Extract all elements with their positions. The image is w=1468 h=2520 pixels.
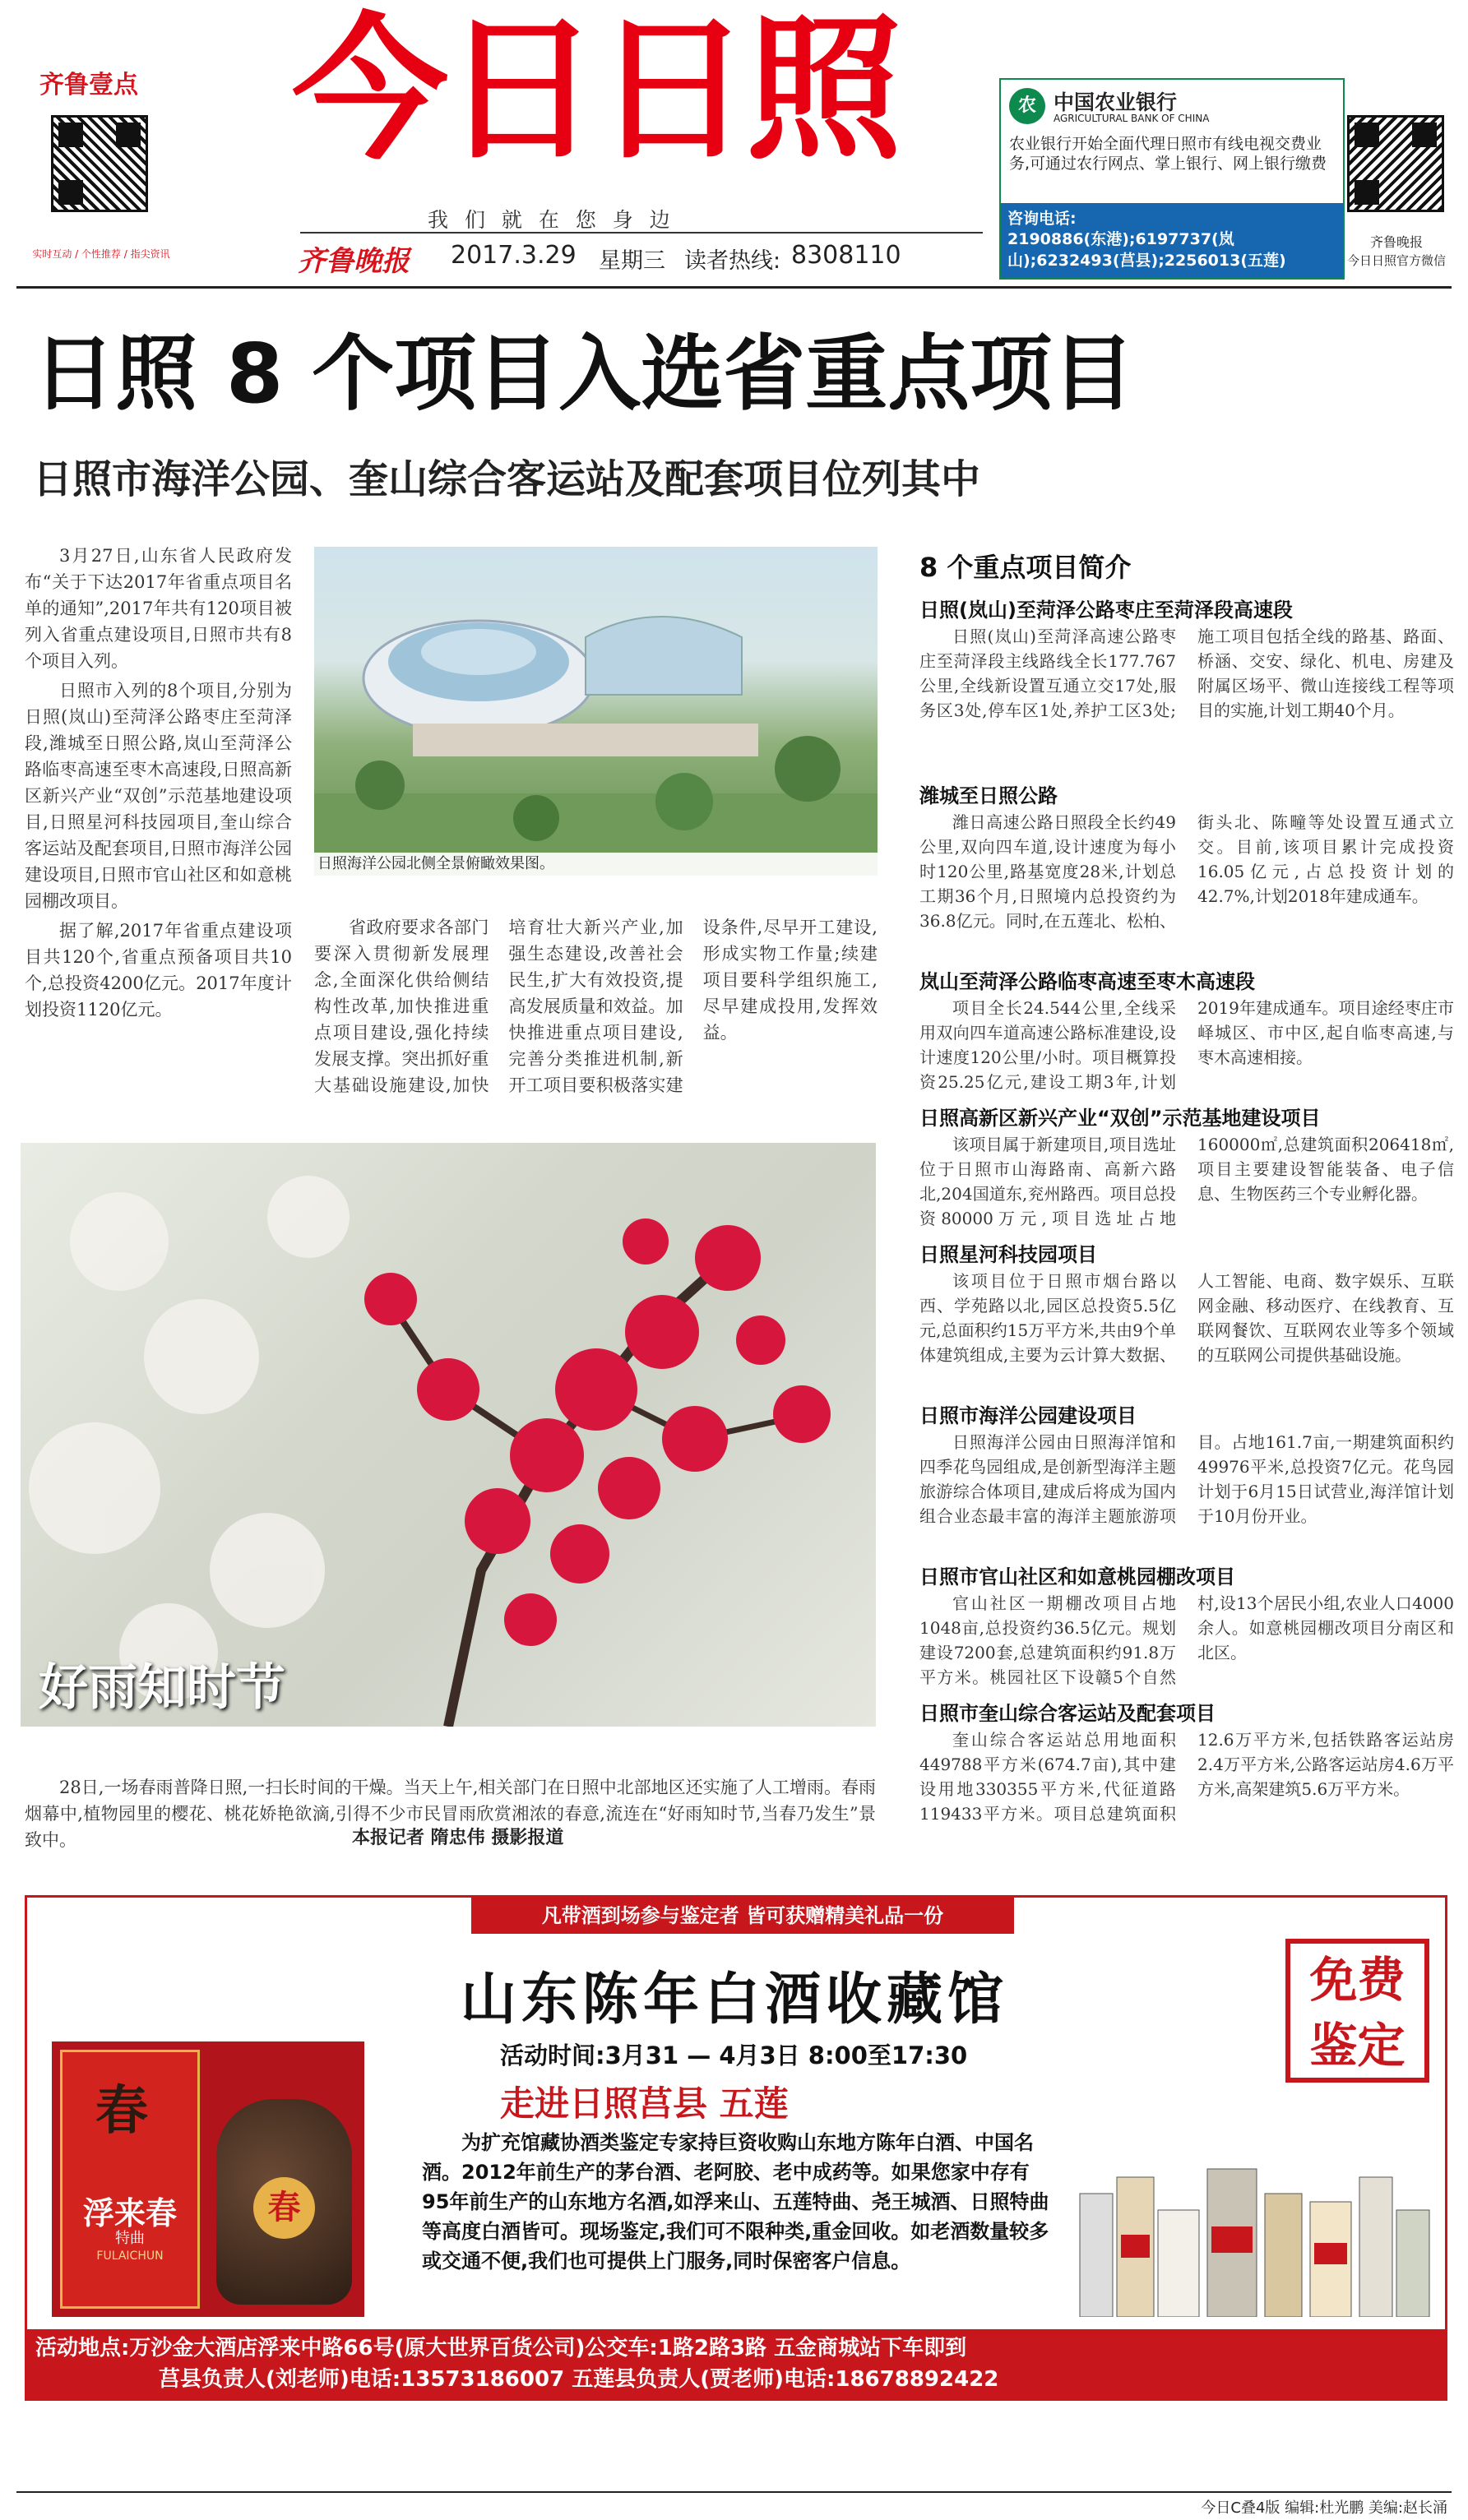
project-body-5: 该项目位于日照市烟台路以西、学苑路以北,园区总投资5.5亿元,总面积约15万平方米,共由9个单体建筑组成,主要为云计算大数据、人工智能、电商、数字娱乐、互联网金融、移动医疗、在线教育、互联网餐饮、互联网农业等多个领域的互联网公司提供基础设施。 bbox=[919, 1271, 1454, 1365]
bank-phone-label: 咨询电话: bbox=[1007, 210, 1077, 228]
liquor-collection-image bbox=[1072, 2144, 1433, 2317]
bank-name: 中国农业银行 bbox=[1054, 90, 1178, 114]
liquor-jar bbox=[216, 2099, 352, 2305]
ad-place: 走进日照莒县 五莲 bbox=[500, 2083, 789, 2124]
bank-phones: 2190886(东港);6197737(岚山);6232493(莒县);2256013(五莲) bbox=[1007, 230, 1286, 270]
project-body-4: 该项目属于新建项目,项目选址位于日照市山海路南、高新六路北,204国道东,兖州路西。项目总投资80000万元,项目选址占地160000㎡,总建筑面积206418㎡,项目主要建设智能装备、电子信息、生物医药三个专业孵化器。 bbox=[919, 1135, 1454, 1228]
photo-overlay-title: 好雨知时节 bbox=[39, 1659, 285, 1717]
issue-weekday: 星期三 bbox=[599, 248, 665, 274]
ad-contacts: 莒县负责人(刘老师)电话:13573186007 五莲县负责人(贾老师)电话:18678892422 bbox=[159, 2367, 999, 2392]
liquor-brand-sub: 特曲 bbox=[115, 2230, 145, 2247]
qr-left-caption: 实时互动 / 个性推荐 / 指尖资讯 bbox=[32, 248, 170, 260]
lead-paragraph-4: 省政府要求各部门要深入贯彻新发展理念,全面深化供给侧结构性改革,加快推进重点项目建设,强化持续发展支撑。突出抓好重大基础设施建设,加快培育壮大新兴产业,加强生态建设,改善社会民生,扩大有效投资,提高发展质量和效益。加快推进重点项目建设,完善分类推进机制,新开工项目要积极落实建设条件,尽早开工建设,形成实物工作量;续建项目要科学组织施工,尽早建成投用,发挥效益。 bbox=[314, 918, 878, 1095]
project-body-7: 官山社区一期棚改项目占地1048亩,总投资约36.5亿元。规划建设7200套,总建筑面积约91.8万平方米。桃园社区下设赣5个自然村,设13个居民小组,农业人口4000余人。如意桃园棚改项目分南区和北区。 bbox=[919, 1593, 1454, 1687]
ad-banner: 凡带酒到场参与鉴定者 皆可获赠精美礼品一份 bbox=[471, 1898, 1014, 1934]
issue-date: 2017.3.29 bbox=[451, 241, 577, 270]
liquor-box-char: 春 bbox=[95, 2081, 148, 2142]
qr-right-caption1: 齐鲁晚报 bbox=[1369, 234, 1423, 250]
qr-right-caption2: 今日日照官方微信 bbox=[1346, 253, 1446, 268]
qr-code-right bbox=[1347, 115, 1444, 212]
masthead bbox=[0, 0, 1468, 288]
project-title-4: 日照高新区新兴产业“双创”示范基地建设项目 bbox=[919, 1107, 1321, 1130]
paper-name: 齐鲁晚报 bbox=[298, 245, 410, 278]
brand-left-logo: 齐鲁壹点 bbox=[39, 71, 138, 99]
ad-body: 为扩充馆藏协酒类鉴定专家持巨资收购山东地方陈年白酒、中国名酒。2012年前生产的茅台酒、老阿胶、老中成药等。如果您家中存有95年前生产的山东地方名酒,如浮来山、五莲特曲、尧王城酒、日照特曲等高度白酒皆可。现场鉴定,我们可不限种类,重金回收。如老酒数量较多或交通不便,我们也可提供上门服务,同时保密客户信息。 bbox=[422, 2131, 1049, 2273]
ad-title: 山东陈年白酒收藏馆 bbox=[460, 1967, 1008, 2032]
projects-heading: 8 个重点项目简介 bbox=[919, 552, 1132, 583]
bank-ad bbox=[999, 78, 1345, 280]
masthead-rule bbox=[300, 232, 983, 234]
liquor-brand: 浮来春 bbox=[82, 2195, 177, 2231]
liquor-brand-en: FULAICHUN bbox=[96, 2250, 164, 2263]
footer-info: 今日C叠4版 编辑:杜光鹏 美编:赵长涌 bbox=[1201, 2499, 1447, 2517]
project-title-7: 日照市官山社区和如意桃园棚改项目 bbox=[919, 1565, 1235, 1588]
qr-code-left bbox=[51, 115, 148, 212]
lead-paragraph-2: 日照市入列的8个项目,分别为日照(岚山)至菏泽公路枣庄至菏泽段,潍城至日照公路,岚山至菏泽公路临枣高速至枣木高速段,日照高新区新兴产业“双创”示范基地建设项目,日照星河科技园项目,奎山综合客运站及配套项目,日照市海洋公园建设项目,日照市官山社区和如意桃园棚改项目。 bbox=[25, 681, 292, 911]
ad-address-bar bbox=[27, 2329, 1445, 2398]
project-item-5 bbox=[919, 1241, 1454, 1394]
project-item-7 bbox=[919, 1563, 1454, 1691]
photo-plum-blossoms bbox=[21, 1143, 876, 1727]
bank-ad-text: 农业银行开始全面代理日照市有线电视交费业务,可通过农行网点、掌上银行、网上银行缴费 bbox=[1009, 135, 1327, 173]
liquor-box-image bbox=[52, 2041, 364, 2317]
project-item-8 bbox=[919, 1699, 1454, 1852]
project-body-3: 项目全长24.544公里,全线采用双向四车道高速公路标准建设,设计速度120公里/小时。项目概算投资25.25亿元,建设工期3年,计划2019年建成通车。项目途经枣庄市峄城区、市中区,起自临枣高速,与枣木高速相接。 bbox=[919, 998, 1454, 1092]
hotline-label: 读者热线: bbox=[684, 248, 781, 274]
blossom-image bbox=[21, 1143, 876, 1727]
project-title-3: 岚山至菏泽公路临枣高速至枣木高速段 bbox=[919, 970, 1255, 993]
photo2-story bbox=[25, 1774, 876, 1865]
masthead-slogan: 我 们 就 在 您 身 边 bbox=[428, 208, 675, 232]
bank-name-en: AGRICULTURAL BANK OF CHINA bbox=[1054, 113, 1210, 124]
bank-phone-box bbox=[1001, 203, 1343, 278]
ad-time: 活动时间:3月31 — 4月3日 8:00至17:30 bbox=[500, 2041, 968, 2069]
headline-title: 日照 8 个项目入选省重点项目 bbox=[33, 326, 1135, 422]
liquor-jar-label: 春 bbox=[253, 2177, 315, 2239]
bottles-illustration bbox=[1072, 2144, 1433, 2317]
liquor-ad bbox=[25, 1895, 1447, 2401]
project-item-4 bbox=[919, 1104, 1454, 1232]
project-body-6: 日照海洋公园由日照海洋馆和四季花鸟园组成,是创新型海洋主题旅游综合体项目,建成后将成为国内组合业态最丰富的海洋主题旅游项目。占地161.7亩,一期建筑面积约49976平米,总投资7亿元。花鸟园计划于6月15日试营业,海洋馆计划于10月份开业。 bbox=[919, 1432, 1454, 1526]
abc-logo-icon: 农 bbox=[1009, 88, 1045, 124]
photo-ocean-park-caption: 日照海洋公园北侧全景俯瞰效果图。 bbox=[314, 853, 878, 876]
project-body-2: 潍日高速公路日照段全长约49公里,双向四车道,设计速度为每小时120公里,路基宽度28米,计划总工期36个月,日照境内总投资约为36.8亿元。同时,在五莲北、松柏、街头北、陈疃等处设置互通式立交。目前,该项目累计完成投资16.05亿元,占总投资计划的42.7%,计划2018年建成通车。 bbox=[919, 812, 1454, 931]
footer-rule bbox=[16, 2491, 1452, 2493]
ad-address: 活动地点:万沙金大酒店浮来中路66号(原大世界百货公司)公交车:1路2路3路 五金商城站下车即到 bbox=[35, 2336, 967, 2360]
hotline-number: 8308110 bbox=[791, 241, 901, 270]
photo2-story-text: 28日,一场春雨普降日照,一扫长时间的干燥。当天上午,相关部门在日照中北部地区还实施了人工增雨。春雨烟幕中,植物园里的樱花、桃花娇艳欲滴,引得不少市民冒雨欣赏湘浓的春意,流连在“好雨知时节,当春乃发生”景致中。 bbox=[25, 1778, 876, 1850]
masthead-bottom-rule bbox=[16, 286, 1452, 289]
photo2-byline: 本报记者 隋忠伟 摄影报道 bbox=[345, 1824, 563, 1849]
project-item-3 bbox=[919, 968, 1454, 1096]
headline-subtitle: 日照市海洋公园、奎山综合客运站及配套项目位列其中 bbox=[33, 456, 981, 502]
ocean-park-rendering bbox=[314, 547, 878, 876]
lead-paragraph-3: 据了解,2017年省重点建设项目共120个,省重点预备项目共10个,总投资4200亿元。2017年度计划投资1120亿元。 bbox=[25, 921, 292, 1020]
masthead-title: 今日日照 bbox=[291, 0, 897, 181]
liquor-box-front bbox=[60, 2050, 200, 2309]
project-title-8: 日照市奎山综合客运站及配套项目 bbox=[919, 1702, 1216, 1725]
project-title-6: 日照市海洋公园建设项目 bbox=[919, 1404, 1137, 1427]
lead-article-col2 bbox=[314, 914, 878, 1116]
projects-section bbox=[919, 547, 1454, 1870]
project-body-1: 日照(岚山)至菏泽高速公路枣庄至菏泽段主线路线全长177.767公里,全线新设置互通立交17处,服务区3处,停车区1处,养护工区3处;施工项目包括全线的路基、路面、桥涵、交安、绿化、机电、房建及附属区场平、微山连接线工程等项目的实施,计划工期40个月。 bbox=[919, 627, 1454, 720]
project-body-8: 奎山综合客运站总用地面积449788平方米(674.7亩),其中建设用地330355平方米,代征道路119433平方米。项目总建筑面积12.6万平方米,包括铁路客运站房2.4万平方米,公路客运站房4.6万平方米,高架建筑5.6万平方米。 bbox=[919, 1730, 1454, 1824]
project-item-6 bbox=[919, 1402, 1454, 1555]
lead-paragraph-1: 3月27日,山东省人民政府发布“关于下达2017年省重点项目名单的通知”,2017年共有120项目被列入省重点建设项目,日照市共有8个项目入列。 bbox=[25, 546, 292, 671]
free-appraisal-stamp: 免费鉴定 bbox=[1285, 1939, 1429, 2083]
project-title-1: 日照(岚山)至菏泽公路枣庄至菏泽段高速段 bbox=[919, 599, 1293, 622]
project-title-5: 日照星河科技园项目 bbox=[919, 1243, 1097, 1266]
lead-article-col1 bbox=[25, 543, 292, 1118]
project-item-1 bbox=[919, 596, 1454, 774]
project-item-2 bbox=[919, 782, 1454, 959]
photo-ocean-park bbox=[314, 547, 878, 876]
project-title-2: 潍城至日照公路 bbox=[919, 784, 1058, 807]
